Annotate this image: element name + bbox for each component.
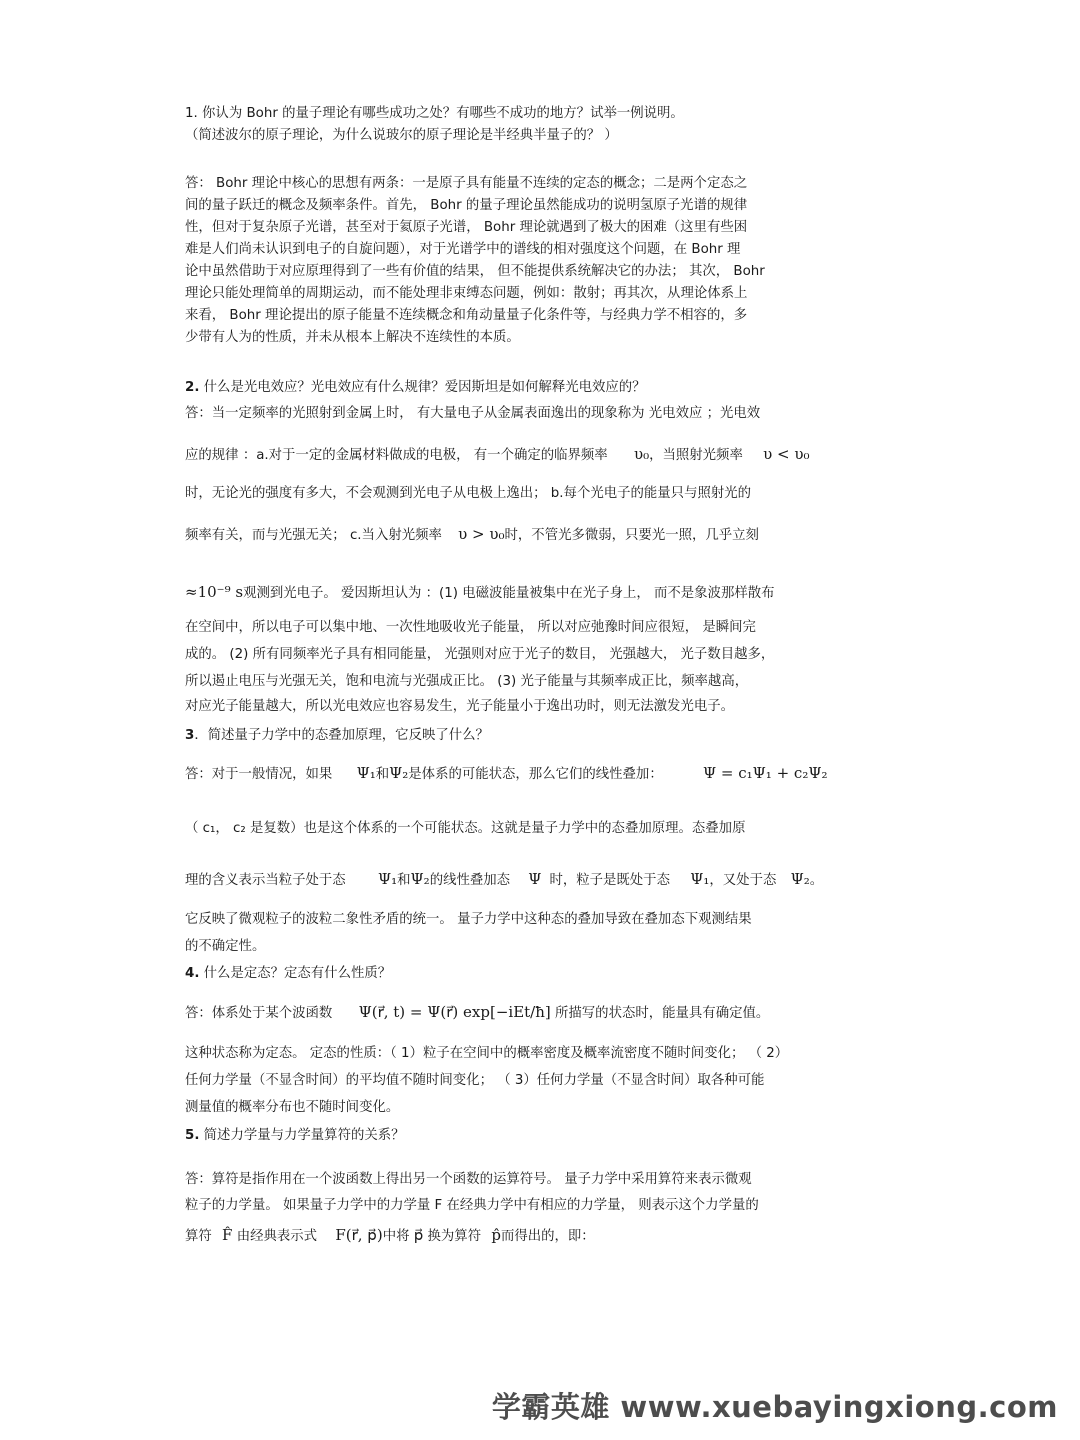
- q2-answer-line: 答：当一定频率的光照射到金属上时， 有大量电子从金属表面逸出的现象称为 光电效应 ；光电效: [185, 406, 761, 421]
- ten-power-formula: ≈10⁻⁹ s: [185, 583, 244, 601]
- q3-answer-line: 理的含义表示当粒子处于态 Ψ₁和Ψ₂的线性叠加态 Ψ 时，粒子是既处于态 Ψ₁，又处于态 Ψ₂。: [185, 870, 824, 888]
- q3-title-text: ．简述量子力学中的态叠加原理，它反映了什么？: [194, 728, 489, 743]
- psi2-formula: Ψ₂: [410, 870, 430, 888]
- q3-title: [185, 727, 905, 745]
- q4-answer-line: 这种状态称为定态。 定态的性质：（ 1）粒子在空间中的概率密度及概率流密度不随时间变化； （ 2）: [185, 1046, 789, 1061]
- q3-answer-line: 它反映了微观粒子的波粒二象性矛盾的统一。 量子力学中这种态的叠加导致在叠加态下观测结果: [185, 912, 752, 927]
- q4-answer-line: 任何力学量（不显含时间）的平均值不随时间变化； （ 3）任何力学量（不显含时间）取各种可能: [185, 1073, 765, 1088]
- nu-greater-formula: υ > υ₀: [458, 525, 505, 543]
- q4-number: 4.: [185, 966, 200, 981]
- q2-answer-line: 所以遏止电压与光强无关，饱和电流与光强成正比。 (3) 光子能量与其频率成正比，频率越高，: [185, 674, 749, 689]
- q2-title: [185, 379, 905, 397]
- q2-answer-line: ≈10⁻⁹ s观测到光电子。 爱因斯坦认为 ：(1) 电磁波能量被集中在光子身上， 而不是象波那样散布: [185, 583, 775, 601]
- psi-formula: Ψ: [528, 870, 542, 888]
- q1-answer-line: 少带有人为的性质，并未从根本上解决不连续性的本质。: [185, 330, 520, 345]
- q2-number: 2.: [185, 380, 200, 395]
- q2-answer-line: 成的。 (2) 所有同频率光子具有相同能量， 光强则对应于光子的数目， 光强越大， 光子数目越多，: [185, 647, 775, 662]
- psi2-formula: Ψ₂: [389, 764, 409, 782]
- q1-title: 1. 你认为 Bohr 的量子理论有哪些成功之处？有哪些不成功的地方？试举一例说明。: [185, 106, 684, 121]
- q2-answer-line: 应的规律 ：a.对于一定的金属材料做成的电极， 有一个确定的临界频率 υ₀，当照射光频率 υ < υ₀: [185, 445, 810, 463]
- q1-answer-line: 间的量子跃迁的概念及频率条件。首先， Bohr 的量子理论虽然能成功的说明氢原子光谱的规律: [185, 198, 748, 213]
- psi1-formula: Ψ₁: [377, 870, 398, 888]
- nu0-formula: υ₀: [633, 445, 650, 463]
- q1-answer-line: 性，但对于复杂原子光谱，甚至对于氦原子光谱， Bohr 理论就遇到了极大的困难（这里有些困: [185, 220, 748, 235]
- momentum-operator-formula: p̂: [491, 1226, 501, 1244]
- q2-answer-line: 时，无论光的强度有多大，不会观测到光电子从电极上逸出； b.每个光电子的能量只与照射光的: [185, 486, 752, 501]
- q2-answer-line: 频率有关，而与光强无关； c.当入射光频率 υ > υ₀时，不管光多微弱，只要光一照，几乎立刻: [185, 525, 759, 543]
- stationary-state-formula: Ψ(r⃗, t) = Ψ(r⃗) exp[−iEt/ħ]: [358, 1003, 551, 1021]
- q4-title: [185, 965, 905, 983]
- q5-title-text: 简述力学量与力学量算符的关系？: [199, 1128, 405, 1143]
- q2-answer-line: 在空间中，所以电子可以集中地、一次性地吸收光子能量， 所以对应弛豫时间应很短， 是瞬间完: [185, 620, 756, 635]
- q5-title: [185, 1127, 905, 1145]
- psi1-formula: Ψ₁: [690, 870, 710, 888]
- q2-title-text: 什么是光电效应？光电效应有什么规律？爱因斯坦是如何解释光电效应的？: [199, 380, 646, 395]
- momentum-vector-formula: p⃗: [413, 1226, 424, 1244]
- q2-answer-line: 对应光子能量越大，所以光电效应也容易发生，光子能量小于逸出功时，则无法激发光电子。: [185, 699, 735, 714]
- nu-less-formula: υ < υ₀: [763, 445, 810, 463]
- q5-number: 5.: [185, 1128, 200, 1143]
- operator-f-formula: F̂: [222, 1226, 233, 1244]
- q1-answer-line: 难是人们尚未认识到电子的自旋问题），对于光谱学中的谱线的相对强度这个问题，在 Bohr 理: [185, 242, 741, 257]
- q3-number: 3: [185, 728, 195, 743]
- psi2-formula: Ψ₂: [790, 870, 810, 888]
- q1-answer-line: 来看， Bohr 理论提出的原子能量不连续概念和角动量量子化条件等，与经典力学不相容的，多: [185, 308, 748, 323]
- q1-answer-line: 答： Bohr 理论中核心的思想有两条：一是原子具有能量不连续的定态的概念；二是两个定态之: [185, 176, 748, 191]
- q5-answer-line: 算符 F̂ 由经典表示式 F(r⃗, p⃗)中将 p⃗ 换为算符 p̂而得出的，即：: [185, 1226, 595, 1244]
- q5-answer-line: 答：算符是指作用在一个波函数上得出另一个函数的运算符号。 量子力学中采用算符来表示微观: [185, 1172, 752, 1187]
- q4-answer-line: 答：体系处于某个波函数 Ψ(r⃗, t) = Ψ(r⃗) exp[−iEt/ħ] 所描写的状态时，能量具有确定值。: [185, 1003, 770, 1021]
- q1-answer-line: 论中虽然借助于对应原理得到了一些有价值的结果， 但不能提供系统解决它的办法； 其次， Bohr: [185, 264, 765, 279]
- q3-answer-line: （ c₁， c₂ 是复数）也是这个体系的一个可能状态。这就是量子力学中的态叠加原理。态叠加原: [185, 821, 746, 836]
- psi1-formula: Ψ₁: [356, 764, 376, 782]
- q1-subtitle: （简述波尔的原子理论，为什么说玻尔的原子理论是半经典半量子的？ ）: [185, 128, 618, 143]
- classical-f-formula: F(r⃗, p⃗): [335, 1226, 383, 1244]
- q5-answer-line: 粒子的力学量。 如果量子力学中的力学量 F 在经典力学中有相应的力学量， 则表示这个力学量的: [185, 1198, 759, 1213]
- q3-answer-line: 答：对于一般情况，如果 Ψ₁和Ψ₂是体系的可能状态，那么它们的线性叠加： Ψ = c₁Ψ₁ + c₂Ψ₂: [185, 764, 828, 782]
- q3-answer-line: 的不确定性。: [185, 939, 266, 954]
- site-watermark: 学霸英雄 www.xuebayingxiong.com: [491, 1390, 1058, 1424]
- q4-answer-line: 测量值的概率分布也不随时间变化。: [185, 1100, 400, 1115]
- superposition-formula: Ψ = c₁Ψ₁ + c₂Ψ₂: [702, 764, 828, 782]
- q4-title-text: 什么是定态？定态有什么性质？: [199, 966, 392, 981]
- q1-answer-line: 理论只能处理简单的周期运动，而不能处理非束缚态问题，例如：散射；再其次，从理论体系上: [185, 286, 748, 301]
